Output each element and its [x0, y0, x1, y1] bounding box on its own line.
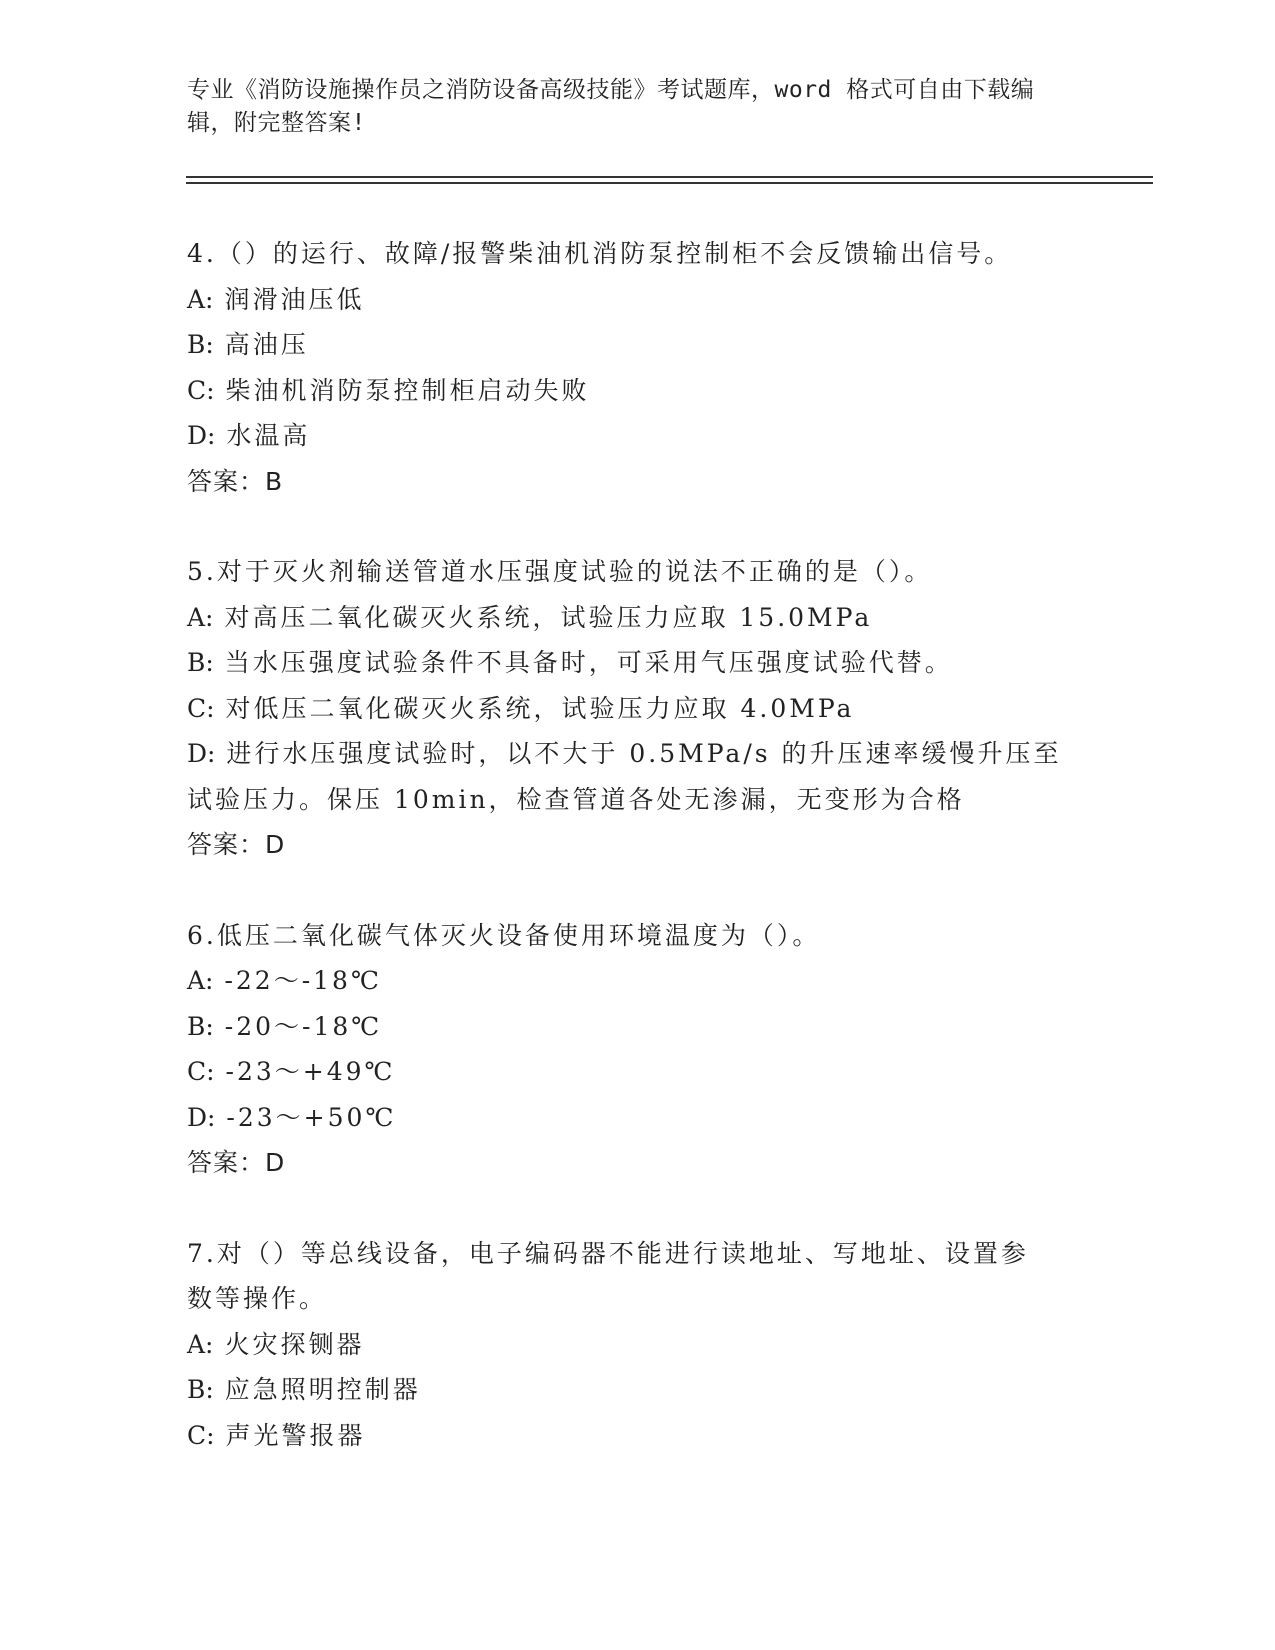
- question-stem: 5.对于灭火剂输送管道水压强度试验的说法不正确的是（）。: [187, 557, 933, 586]
- question-5: [187, 549, 1067, 868]
- option-label: B:: [187, 1375, 214, 1404]
- question-stem: 4.（）的运行、故障/报警柴油机消防泵控制柜不会反馈输出信号。: [187, 239, 1013, 268]
- option-b: [187, 322, 1067, 368]
- question-4: [187, 231, 1067, 504]
- answer-line: 答案：D: [187, 830, 286, 859]
- option-c: [187, 1413, 1067, 1459]
- option-a: [187, 277, 1067, 323]
- option-text: 进行水压强度试验时，以不大于 0.5MPa/s 的升压速率缓慢升压至: [226, 739, 1062, 768]
- option-text: 水温高: [226, 421, 311, 450]
- option-a: [187, 958, 1067, 1004]
- option-text: 高油压: [224, 330, 309, 359]
- option-label: C:: [187, 1057, 215, 1086]
- option-c: [187, 686, 1067, 732]
- option-text: 火灾探铡器: [224, 1329, 365, 1359]
- option-label: B:: [187, 1011, 214, 1041]
- option-text: 润滑油压低: [224, 284, 365, 314]
- option-b: [187, 640, 1067, 686]
- option-label: D:: [187, 739, 216, 768]
- option-text: -20～-18℃: [224, 1011, 383, 1041]
- option-b: [187, 1367, 1067, 1413]
- option-text: 柴油机消防泵控制柜启动失败: [225, 375, 590, 405]
- question-list: [187, 231, 1067, 1503]
- option-label: D:: [187, 421, 216, 450]
- question-stem: 6.低压二氧化碳气体灭火设备使用环境温度为（）。: [187, 920, 821, 950]
- answer-line: 答案：B: [187, 466, 284, 496]
- option-b: [187, 1004, 1067, 1050]
- option-d: [187, 413, 1067, 459]
- option-label: B:: [187, 330, 214, 359]
- option-text: -23～+50℃: [226, 1102, 397, 1132]
- option-label: A:: [187, 966, 214, 995]
- question-stem: 7.对（）等总线设备，电子编码器不能进行读地址、写地址、设置参: [187, 1238, 1029, 1268]
- option-a: [187, 595, 1067, 641]
- option-text: -23～+49℃: [225, 1057, 396, 1086]
- option-d: [187, 731, 1067, 777]
- option-label: C:: [187, 1420, 215, 1450]
- option-label: C:: [187, 693, 215, 723]
- option-text: 对高压二氧化碳灭火系统，试验压力应取 15.0MPa: [224, 602, 873, 632]
- option-text: 应急照明控制器: [224, 1375, 421, 1404]
- document-header: [187, 74, 1067, 140]
- option-d-continuation: 试验压力。保压 10min，检查管道各处无渗漏，无变形为合格: [187, 784, 965, 814]
- header-line-1: 专业《消防设施操作员之消防设备高级技能》考试题库，word 格式可自由下载编: [187, 77, 1035, 103]
- question-7: [187, 1231, 1067, 1459]
- option-c: [187, 368, 1067, 414]
- option-label: A:: [187, 1329, 214, 1359]
- header-line-2: 辑，附完整答案!: [187, 110, 366, 136]
- question-stem-continuation: 数等操作。: [187, 1284, 328, 1313]
- header-divider-bottom: [186, 182, 1153, 184]
- option-text: -22～-18℃: [224, 966, 382, 995]
- option-label: A:: [187, 602, 214, 632]
- option-label: B:: [187, 648, 214, 677]
- option-text: 当水压强度试验条件不具备时，可采用气压强度试验代替。: [224, 648, 953, 677]
- question-6: [187, 913, 1067, 1186]
- option-label: A:: [187, 284, 214, 314]
- option-label: D:: [187, 1102, 216, 1132]
- option-c: [187, 1049, 1067, 1095]
- option-d: [187, 1095, 1067, 1141]
- header-divider-top: [186, 176, 1153, 178]
- option-text: 声光警报器: [225, 1420, 366, 1450]
- option-a: [187, 1322, 1067, 1368]
- option-text: 对低压二氧化碳灭火系统，试验压力应取 4.0MPa: [225, 693, 855, 723]
- option-label: C:: [187, 375, 215, 405]
- answer-line: 答案：D: [187, 1148, 286, 1177]
